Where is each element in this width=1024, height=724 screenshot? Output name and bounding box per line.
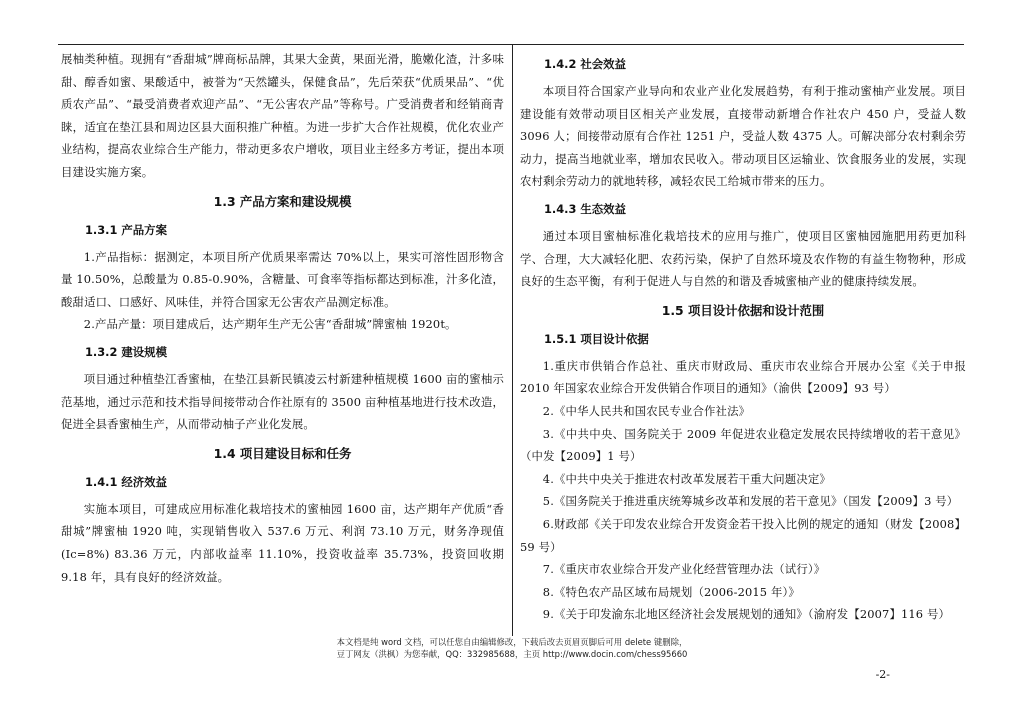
basis-item: 7.《重庆市农业综合开发产业化经营管理办法（试行）》 bbox=[542, 562, 826, 577]
basis-item: 5.《国务院关于推进重庆统筹城乡改革和发展的若干意见》（国发【2009】3 号） bbox=[542, 494, 959, 509]
product-output-paragraph: 2.产品产量：项目建成后，达产期年生产无公害“香甜城”牌蜜柚 1920t。 bbox=[83, 317, 457, 332]
column-divider bbox=[512, 44, 513, 636]
basis-item: 9.《关于印发渝东北地区经济社会发展规划的通知》（渝府发【2007】116 号） bbox=[542, 607, 951, 622]
footer-line-2: 豆丁网友（洪枫）为您奉献，QQ：332985688，主页 http://www.docin.com/chess95660 bbox=[336, 649, 688, 659]
section-heading-1-5: 1.5 项目设计依据和设计范围 bbox=[661, 302, 825, 318]
subsection-heading-1-4-1: 1.4.1 经济效益 bbox=[85, 474, 167, 489]
header-rule bbox=[58, 44, 964, 45]
section-heading-1-3: 1.3 产品方案和建设规模 bbox=[213, 193, 352, 209]
left-column bbox=[61, 48, 504, 588]
construction-scale-paragraph: 项目通过种植垫江香蜜柚，在垫江县新民镇凌云村新建种植规模 1600 亩的蜜柚示范基地，通过示范和技术指导间接带动合作社原有的 3500 亩种植基地进行技术改造，促进全县香蜜柚生产，从而带动柚子产业化发展。 bbox=[61, 371, 504, 432]
intro-paragraph: 展柚类种植。现拥有“香甜城”牌商标品牌，其果大金黄，果面光滑，脆嫩化渣，汁多味甜、醇香如蜜、果酸适中，被誉为“天然罐头，保健食品”，先后荣获“优质果品”、“优质农产品”、“最受消费者欢迎产品”、“无公害农产品”等称号。广受消费者和经销商青睐，适宜在垫江县和周边区县大面积推广种植。为进一步扩大合作社规模，优化农业产业结构，提高农业综合生产能力，带动更多农户增收，项目业主经多方考证，提出本项目建设实施方案。 bbox=[61, 52, 504, 179]
section-heading-1-4: 1.4 项目建设目标和任务 bbox=[213, 445, 352, 461]
basis-item: 1.重庆市供销合作总社、重庆市财政局、重庆市农业综合开展办公室《关于申报 2010 年国家农业综合开发供销合作项目的通知》（渝供【2009】93 号） bbox=[520, 358, 966, 396]
ecological-benefit-paragraph: 通过本项目蜜柚标准化栽培技术的应用与推广，使项目区蜜柚园施肥用药更加科学、合理，大大减轻化肥、农药污染，保护了自然环境及农作物的有益生物物种，形成良好的生态平衡，有利于促进人与自然的和谐及香城蜜柚产业的健康持续发展。 bbox=[520, 228, 966, 289]
page-number: -2- bbox=[875, 668, 890, 681]
basis-item: 6.财政部《关于印发农业综合开发资金若干投入比例的规定的通知（财发【2008】59 号） bbox=[520, 516, 966, 554]
subsection-heading-1-4-3: 1.4.3 生态效益 bbox=[544, 201, 626, 216]
subsection-heading-1-5-1: 1.5.1 项目设计依据 bbox=[544, 331, 649, 346]
economic-benefit-paragraph: 实施本项目，可建成应用标准化栽培技术的蜜柚园 1600 亩，达产期年产优质“香甜城”牌蜜柚 1920 吨，实现销售收入 537.6 万元、利润 73.10 万元，财务净现值(Ic=8%) 83.36 万元，内部收益率 11.10%，投资收益率 35.73%，投资回收期 9.18 年，具有良好的经济效益。 bbox=[61, 501, 504, 584]
basis-item: 8.《特色农产品区域布局规划（2006-2015 年）》 bbox=[542, 584, 800, 599]
basis-item: 4.《中共中央关于推进农村改革发展若干重大问题决定》 bbox=[542, 471, 831, 486]
basis-item: 3.《中共中央、国务院关于 2009 年促进农业稳定发展农民持续增收的若干意见》（中发【2009】1 号） bbox=[520, 426, 966, 464]
subsection-heading-1-4-2: 1.4.2 社会效益 bbox=[544, 57, 626, 71]
footer-line-1: 本文档是纯 word 文档，可以任您自由编辑修改，下载后改去页眉页脚后可用 delete 键删除， bbox=[336, 637, 688, 647]
subsection-heading-1-3-2: 1.3.2 建设规模 bbox=[85, 344, 167, 359]
product-indicator-paragraph: 1.产品指标：据测定，本项目所产优质果率需达 70%以上，果实可溶性固形物含量 10.50%，总酸量为 0.85-0.90%，含糖量、可食率等指标都达到标准，汁多化渣，酸甜适口、口感好、风味佳，并符合国家无公害农产品测定标准。 bbox=[61, 249, 504, 309]
right-column bbox=[520, 48, 966, 626]
basis-item: 2.《中华人民共和国农民专业合作社法》 bbox=[542, 403, 751, 418]
footer-note bbox=[0, 636, 1024, 660]
social-benefit-paragraph: 本项目符合国家产业导向和农业产业化发展趋势，有利于推动蜜柚产业发展。项目建设能有效带动项目区相关产业发展，直接带动新增合作社农户 450 户，受益人数 3096 人；间接带动原有合作社 1251 户，受益人数 4375 人。可解决部分农村剩余劳动力，提高当地就业率，增加农民收入。带动项目区运输业、饮食服务业的发展，实现农村剩余劳动力的就地转移，减轻农民工给城市带来的压力。 bbox=[520, 84, 966, 189]
subsection-heading-1-3-1: 1.3.1 产品方案 bbox=[85, 222, 167, 237]
